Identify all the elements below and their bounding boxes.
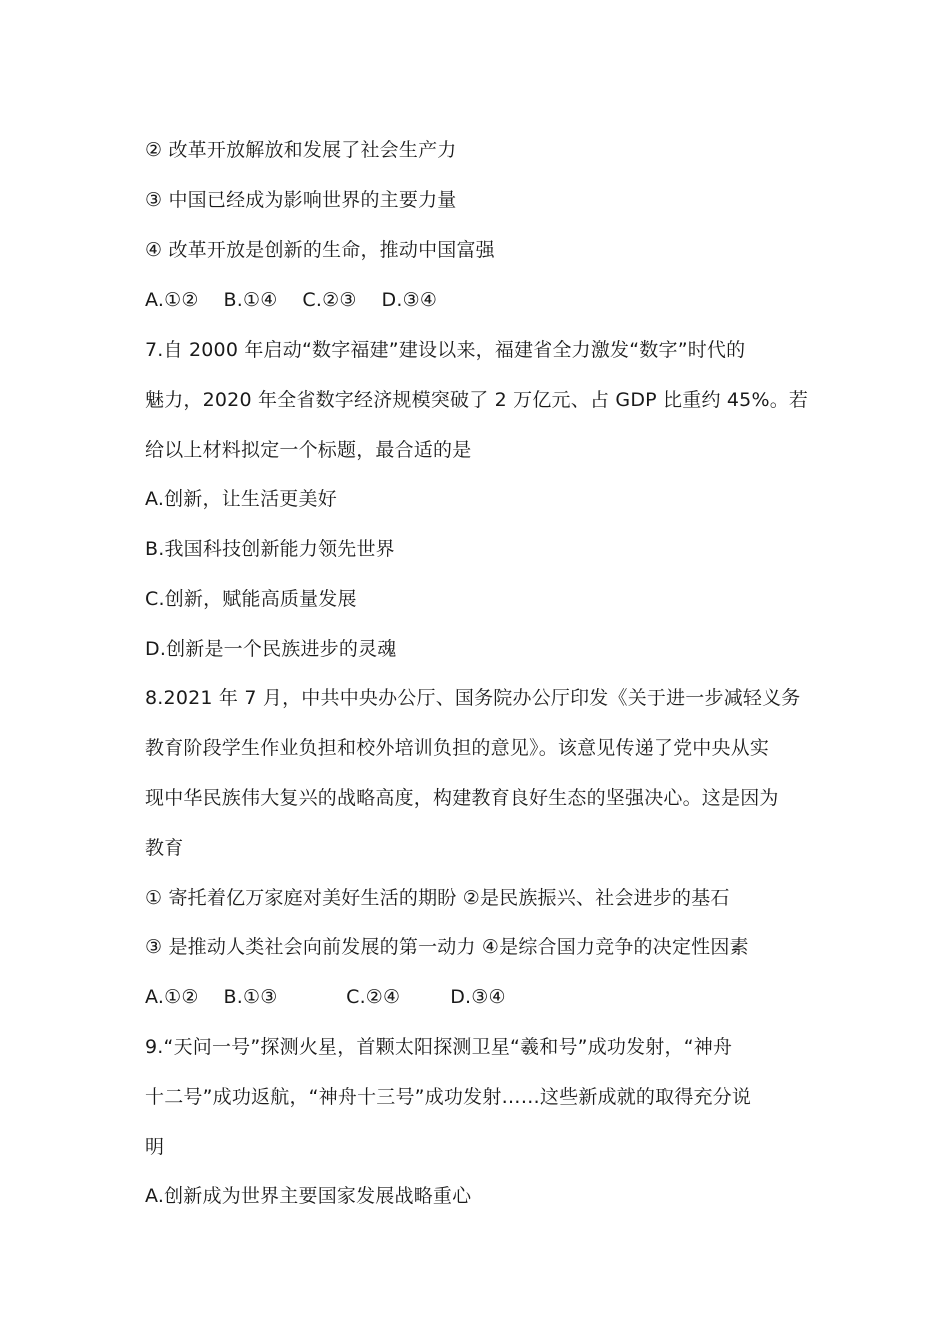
q7-option-c: C.创新，赋能高质量发展 [145,588,357,610]
answer-choices-q6: A.①② B.①④ C.②③ D.③④ [145,289,438,311]
q7-option-a: A.创新，让生活更美好 [145,488,337,510]
option-item-3: ③ 中国已经成为影响世界的主要力量 [145,189,457,211]
answer-choices-q8: A.①② B.①③ C.②④ D.③④ [145,986,506,1008]
question-8-line-3: 现中华民族伟大复兴的战略高度，构建教育良好生态的坚强决心。这是因为 [145,787,779,809]
question-8-line-4: 教育 [145,837,184,859]
option-item-4: ④ 改革开放是创新的生命，推动中国富强 [145,239,495,261]
q9-option-a: A.创新成为世界主要国家发展战略重心 [145,1185,472,1207]
question-8-line-2: 教育阶段学生作业负担和校外培训负担的意见》。该意见传递了党中央从实 [145,737,770,759]
question-8-line-1: 8.2021 年 7 月，中共中央办公厅、国务院办公厅印发《关于进一步减轻义务 [145,687,801,709]
question-7-line-2: 魅力，2020 年全省数字经济规模突破了 2 万亿元、占 GDP 比重约 45%。若 [145,389,809,411]
option-item-2: ② 改革开放解放和发展了社会生产力 [145,139,457,161]
q8-statements-3-4: ③ 是推动人类社会向前发展的第一动力 ④是综合国力竞争的决定性因素 [145,936,749,958]
question-7-line-1: 7.自 2000 年启动“数字福建”建设以来，福建省全力激发“数字”时代的 [145,339,746,361]
question-9-line-3: 明 [145,1136,165,1158]
q8-statements-1-2: ① 寄托着亿万家庭对美好生活的期盼 ②是民族振兴、社会进步的基石 [145,887,730,909]
q7-option-d: D.创新是一个民族进步的灵魂 [145,638,397,660]
question-9-line-2: 十二号”成功返航，“神舟十三号”成功发射……这些新成就的取得充分说 [145,1086,752,1108]
question-7-line-3: 给以上材料拟定一个标题，最合适的是 [145,439,472,461]
q7-option-b: B.我国科技创新能力领先世界 [145,538,395,560]
question-9-line-1: 9.“天问一号”探测火星，首颗太阳探测卫星“羲和号”成功发射，“神舟 [145,1036,733,1058]
